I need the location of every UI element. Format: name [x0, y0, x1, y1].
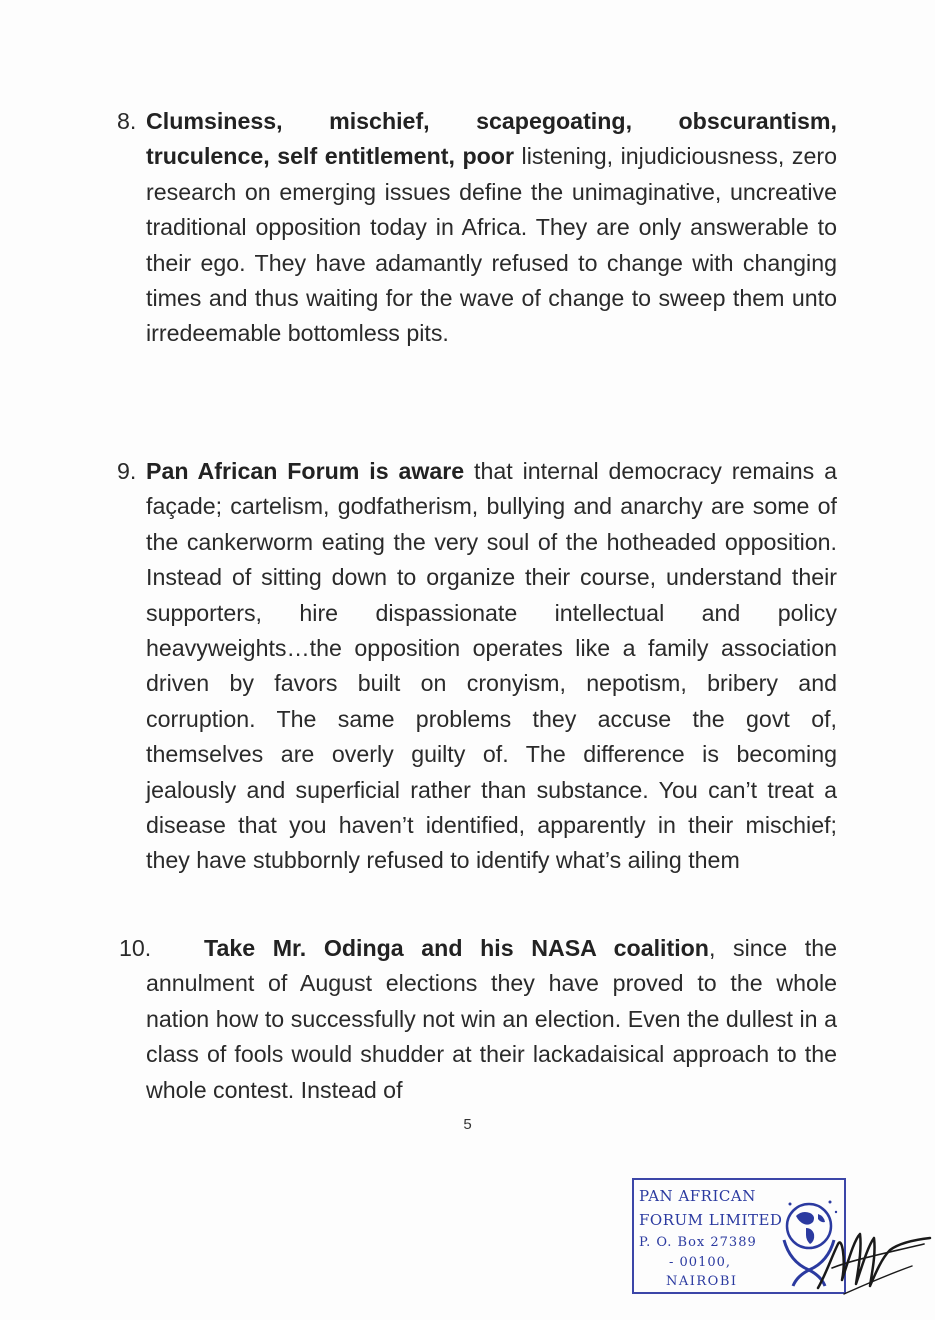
item-10-body: , since the annulment of August elections they have proved to the whole nation how to successfully not win an election. Even the dullest in a class of fools would shudder at their lackadaisical approach to the whole contest. Instead of	[146, 935, 837, 1103]
item-number-10: 10.	[119, 935, 152, 961]
item-number-8: 8.	[117, 108, 137, 134]
item-8-bold-lead: Clumsiness, mischief, scapegoating, obscurantism, truculence, self entitlement, poor	[146, 108, 837, 170]
stamp-line-company: FORUM LIMITED	[639, 1211, 783, 1229]
item-9-bold-lead: Pan African Forum is aware	[146, 458, 465, 484]
item-9-body: that internal democracy remains a façade; cartelism, godfatherism, bullying and anarchy are some of the cankerworm eating the very soul of the hotheaded opposition. Instead of sitting down to organize their course, understand their supporters, hire dispassionate intellectual and policy heavyweights…the opposition operates like a family association driven by favors built on cronyism, nepotism, bribery and corruption. The same problems they accuse the govt of, themselves are overly guilty of. The difference is becoming jealously and superficial rather than substance. You can’t treat a disease that you haven’t identified, apparently in their mischief; they have stubbornly refused to identify what’s ailing them	[146, 458, 837, 874]
paragraph-item-8	[146, 104, 837, 352]
stamp-line-pobox: P. O. Box 27389	[639, 1235, 757, 1250]
item-number-9: 9.	[117, 458, 137, 484]
paragraph-item-10	[146, 931, 837, 1108]
page-number: 5	[463, 1116, 472, 1133]
stamp-line-city: NAIROBI	[666, 1274, 738, 1289]
stamp-line-postcode: - 00100,	[669, 1255, 732, 1270]
handwritten-signature	[812, 1210, 932, 1305]
item-8-body: listening, injudiciousness, zero research on emerging issues define the unimaginative, uncreative traditional opposition today in Africa. They are only answerable to their ego. They have adamantly refused to change with changing times and thus waiting for the wave of change to sweep them unto irredeemable bottomless pits.	[146, 143, 837, 347]
stamp-line-name: PAN AFRICAN	[639, 1187, 756, 1205]
paragraph-item-9	[146, 454, 837, 879]
item-10-bold-lead: Take Mr. Odinga and his NASA coalition	[204, 935, 709, 961]
